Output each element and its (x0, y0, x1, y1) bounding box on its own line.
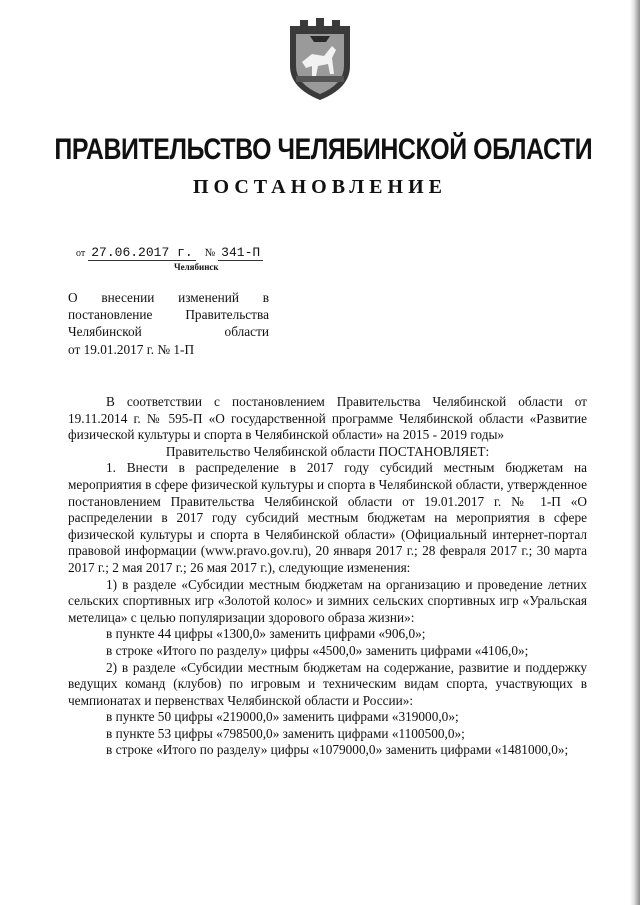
document-subject (68, 289, 269, 358)
preamble-paragraph: В соответствии с постановлением Правительства Челябинской области от 19.11.2014 г. № 595-П «О государственной программе Челябинской области «Развитие физической культуры и спорта в Челябинской области» на 2015 - 2019 годы» (68, 394, 587, 443)
city-label: Челябинск (174, 262, 219, 272)
date-prefix: от (76, 248, 86, 259)
subject-line: постановление Правительства (68, 307, 269, 323)
amendment-line: в строке «Итого по разделу» цифры «1079000,0» заменить цифрами «1481000,0»; (106, 742, 569, 758)
amendment-line: в строке «Итого по разделу» цифры «4500,0» заменить цифрами «4106,0»; (106, 642, 529, 658)
subitem-1-paragraph: 1) в разделе «Субсидии местным бюджетам на организацию и проведение летних сельских спортивных игр «Золотой колос» и зимних сельских спортивных игр «Уральская метелица» с целью популяризации здорового образа жизни»: (68, 576, 587, 625)
amendment-line: в пункте 44 цифры «1300,0» заменить цифрами «906,0»; (106, 626, 426, 642)
document-meta (76, 245, 263, 261)
subject-line: от 19.01.2017 г. № 1-П (68, 341, 195, 357)
subject-line: Челябинской области (68, 324, 269, 340)
document-type: ПОСТАНОВЛЕНИЕ (193, 176, 447, 198)
number-prefix: № (204, 247, 216, 259)
coat-of-arms-emblem (286, 16, 354, 102)
item-1-paragraph: 1. Внести в распределение в 2017 году субсидий местным бюджетам на мероприятия в сфере физической культуры и спорта в Челябинской области, утвержденное постановлением Правительства Челябинской области от 19.01.2017 г. № 1-П «О распределении в 2017 году субсидий местным бюджетам на мероприятия в сфере физической культуры и спорта в Челябинской области» (Официальный интернет-портал правовой информации (www.pravo.gov.ru), 20 января 2017 г.; 28 февраля 2017 г.; 30 марта 2017 г.; 2 мая 2017 г.; 26 мая 2017 г.), следующие изменения: (68, 460, 587, 575)
subitem-2-paragraph: 2) в разделе «Субсидии местным бюджетам на содержание, развитие и поддержку ведущих команд (клубов) по игровым и техническим видам спорта, участвующих в чемпионатах и первенствах Челябинской области и России»: (68, 659, 587, 708)
document-date: 27.06.2017 г. (88, 245, 195, 261)
subject-line: О внесении изменений в (68, 290, 269, 305)
document-number: 341-П (218, 245, 263, 261)
resolves-paragraph: Правительство Челябинской области ПОСТАНОВЛЯЕТ: (165, 443, 490, 459)
document-body (68, 394, 587, 759)
amendment-line: в пункте 53 цифры «798500,0» заменить цифрами «1100500,0»; (106, 725, 465, 741)
org-title: ПРАВИТЕЛЬСТВО ЧЕЛЯБИНСКОЙ ОБЛАСТИ (54, 133, 593, 166)
amendment-line: в пункте 50 цифры «219000,0» заменить цифрами «319000,0»; (106, 709, 459, 725)
scan-edge-shadow (630, 0, 640, 905)
